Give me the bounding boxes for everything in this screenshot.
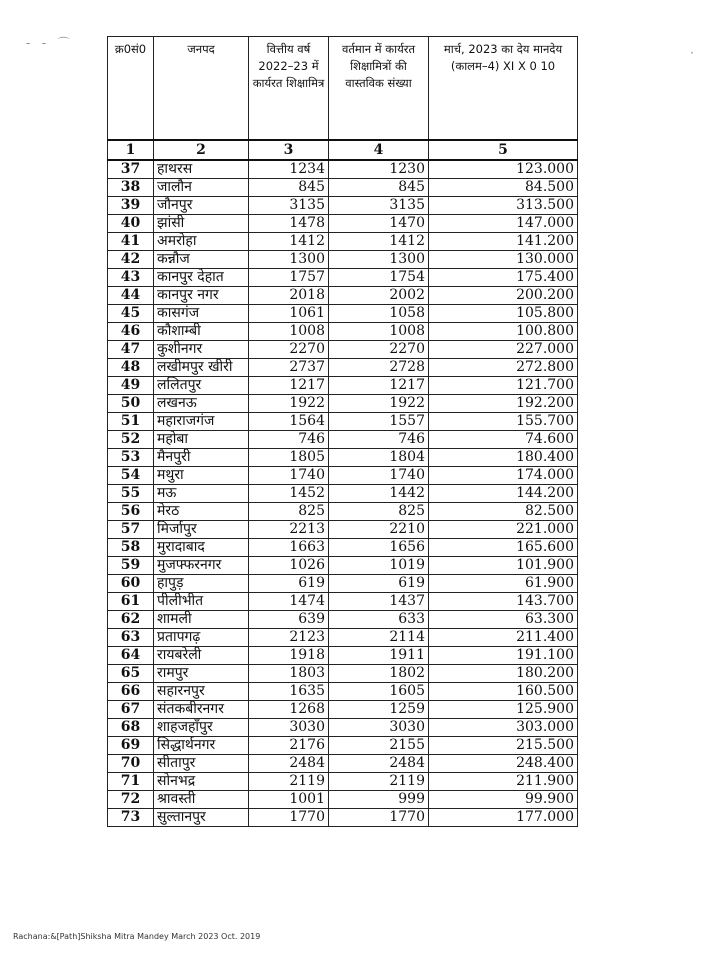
table-row: [108, 269, 578, 287]
table-row: [108, 539, 578, 557]
footer-path: Rachana:&[Path]Shiksha Mitra Mandey March 2023 Oct. 2019: [13, 932, 261, 941]
current-count-cell: 1922: [329, 395, 429, 413]
fy-count-cell: 1663: [249, 539, 329, 557]
column-number: 3: [249, 140, 329, 160]
serial-number-cell: 52: [108, 431, 154, 449]
fy-count-cell: 1300: [249, 251, 329, 269]
serial-number-cell: 46: [108, 323, 154, 341]
current-count-cell: 2484: [329, 755, 429, 773]
current-count-cell: 1770: [329, 809, 429, 827]
honorarium-cell: 165.600: [429, 539, 578, 557]
table-row: [108, 773, 578, 791]
serial-number-cell: 47: [108, 341, 154, 359]
district-cell: कानपुर नगर: [154, 287, 249, 305]
fy-count-cell: 639: [249, 611, 329, 629]
serial-number-cell: 54: [108, 467, 154, 485]
district-cell: महाराजगंज: [154, 413, 249, 431]
serial-number-cell: 67: [108, 701, 154, 719]
fy-count-cell: 1412: [249, 233, 329, 251]
honorarium-cell: 84.500: [429, 179, 578, 197]
current-count-cell: 1230: [329, 160, 429, 179]
serial-number-cell: 48: [108, 359, 154, 377]
serial-number-cell: 39: [108, 197, 154, 215]
district-cell: हापुड़: [154, 575, 249, 593]
honorarium-cell: 177.000: [429, 809, 578, 827]
serial-number-cell: 58: [108, 539, 154, 557]
table-row: [108, 521, 578, 539]
district-cell: कासगंज: [154, 305, 249, 323]
honorarium-cell: 105.800: [429, 305, 578, 323]
serial-number-cell: 50: [108, 395, 154, 413]
fy-count-cell: 2123: [249, 629, 329, 647]
district-cell: लखनऊ: [154, 395, 249, 413]
district-cell: श्रावस्ती: [154, 791, 249, 809]
honorarium-cell: 211.900: [429, 773, 578, 791]
table-row: [108, 611, 578, 629]
current-count-cell: 1656: [329, 539, 429, 557]
current-count-cell: 2270: [329, 341, 429, 359]
header-honorarium: मार्च, 2023 का देय मानदेय (कालम–4) XI X 0 10: [429, 37, 578, 141]
honorarium-cell: 144.200: [429, 485, 578, 503]
table-row: [108, 647, 578, 665]
honorarium-cell: 160.500: [429, 683, 578, 701]
serial-number-cell: 55: [108, 485, 154, 503]
current-count-cell: 3135: [329, 197, 429, 215]
current-count-cell: 2728: [329, 359, 429, 377]
current-count-cell: 1754: [329, 269, 429, 287]
serial-number-cell: 57: [108, 521, 154, 539]
district-cell: कन्नौज: [154, 251, 249, 269]
fy-count-cell: 1001: [249, 791, 329, 809]
honorarium-cell: 130.000: [429, 251, 578, 269]
table-row: [108, 179, 578, 197]
honorarium-cell: 61.900: [429, 575, 578, 593]
honorarium-cell: 175.400: [429, 269, 578, 287]
honorarium-cell: 303.000: [429, 719, 578, 737]
table-row: [108, 449, 578, 467]
district-cell: सुल्तानपुर: [154, 809, 249, 827]
serial-number-cell: 49: [108, 377, 154, 395]
current-count-cell: 1412: [329, 233, 429, 251]
fy-count-cell: 1770: [249, 809, 329, 827]
table-row: [108, 197, 578, 215]
honorarium-cell: 121.700: [429, 377, 578, 395]
honorarium-cell: 63.300: [429, 611, 578, 629]
serial-number-cell: 63: [108, 629, 154, 647]
district-cell: कुशीनगर: [154, 341, 249, 359]
district-cell: रामपुर: [154, 665, 249, 683]
current-count-cell: 1740: [329, 467, 429, 485]
fy-count-cell: 619: [249, 575, 329, 593]
current-count-cell: 2002: [329, 287, 429, 305]
current-count-cell: 1605: [329, 683, 429, 701]
table-row: [108, 305, 578, 323]
honorarium-cell: 143.700: [429, 593, 578, 611]
district-cell: मुरादाबाद: [154, 539, 249, 557]
honorarium-cell: 191.100: [429, 647, 578, 665]
current-count-cell: 3030: [329, 719, 429, 737]
honorarium-cell: 101.900: [429, 557, 578, 575]
district-cell: शाहजहाँपुर: [154, 719, 249, 737]
current-count-cell: 1300: [329, 251, 429, 269]
current-count-cell: 825: [329, 503, 429, 521]
honorarium-cell: 248.400: [429, 755, 578, 773]
table-row: [108, 395, 578, 413]
district-cell: सीतापुर: [154, 755, 249, 773]
fy-count-cell: 1635: [249, 683, 329, 701]
fy-count-cell: 1740: [249, 467, 329, 485]
table-row: [108, 215, 578, 233]
table-row: [108, 737, 578, 755]
current-count-cell: 2210: [329, 521, 429, 539]
fy-count-cell: 1805: [249, 449, 329, 467]
current-count-cell: 1470: [329, 215, 429, 233]
fy-count-cell: 1061: [249, 305, 329, 323]
table-row: [108, 629, 578, 647]
fy-count-cell: 1234: [249, 160, 329, 179]
current-count-cell: 1058: [329, 305, 429, 323]
district-cell: पीलीभीत: [154, 593, 249, 611]
district-cell: सहारनपुर: [154, 683, 249, 701]
table-row: [108, 251, 578, 269]
table-row: [108, 791, 578, 809]
district-cell: मुजफ्फरनगर: [154, 557, 249, 575]
header-row: [108, 37, 578, 141]
header-current-count: वर्तमान में कार्यरत शिक्षामित्रों की वास्तविक संख्या: [329, 37, 429, 141]
serial-number-cell: 44: [108, 287, 154, 305]
current-count-cell: 1217: [329, 377, 429, 395]
district-cell: रायबरेली: [154, 647, 249, 665]
serial-number-cell: 43: [108, 269, 154, 287]
serial-number-cell: 64: [108, 647, 154, 665]
table-row: [108, 701, 578, 719]
serial-number-cell: 62: [108, 611, 154, 629]
district-cell: जालौन: [154, 179, 249, 197]
fy-count-cell: 2270: [249, 341, 329, 359]
fy-count-cell: 746: [249, 431, 329, 449]
fy-count-cell: 2018: [249, 287, 329, 305]
fy-count-cell: 1803: [249, 665, 329, 683]
serial-number-cell: 71: [108, 773, 154, 791]
honorarium-cell: 100.800: [429, 323, 578, 341]
table-row: [108, 485, 578, 503]
fy-count-cell: 2119: [249, 773, 329, 791]
fy-count-cell: 2484: [249, 755, 329, 773]
table-row: [108, 467, 578, 485]
district-cell: कानपुर देहात: [154, 269, 249, 287]
scan-mark-left: - - ⌒: [26, 36, 70, 50]
district-cell: लखीमपुर खीरी: [154, 359, 249, 377]
serial-number-cell: 60: [108, 575, 154, 593]
fy-count-cell: 2737: [249, 359, 329, 377]
header-fy-count: वित्तीय वर्ष 2022–23 में कार्यरत शिक्षामित्र: [249, 37, 329, 141]
district-cell: मेरठ: [154, 503, 249, 521]
column-number: 5: [429, 140, 578, 160]
current-count-cell: 1008: [329, 323, 429, 341]
serial-number-cell: 56: [108, 503, 154, 521]
honorarium-cell: 82.500: [429, 503, 578, 521]
honorarium-cell: 192.200: [429, 395, 578, 413]
honorarium-cell: 147.000: [429, 215, 578, 233]
honorarium-cell: 123.000: [429, 160, 578, 179]
district-cell: मिर्जापुर: [154, 521, 249, 539]
serial-number-cell: 59: [108, 557, 154, 575]
table-row: [108, 160, 578, 179]
district-cell: सोनभद्र: [154, 773, 249, 791]
current-count-cell: 746: [329, 431, 429, 449]
serial-number-cell: 38: [108, 179, 154, 197]
serial-number-cell: 42: [108, 251, 154, 269]
honorarium-cell: 200.200: [429, 287, 578, 305]
current-count-cell: 2119: [329, 773, 429, 791]
fy-count-cell: 1918: [249, 647, 329, 665]
honorarium-cell: 180.400: [429, 449, 578, 467]
fy-count-cell: 2213: [249, 521, 329, 539]
current-count-cell: 1259: [329, 701, 429, 719]
table-row: [108, 341, 578, 359]
serial-number-cell: 37: [108, 160, 154, 179]
district-cell: कौशाम्बी: [154, 323, 249, 341]
district-cell: मैनपुरी: [154, 449, 249, 467]
current-count-cell: 1911: [329, 647, 429, 665]
district-cell: जौनपुर: [154, 197, 249, 215]
column-number: 2: [154, 140, 249, 160]
honorarium-cell: 141.200: [429, 233, 578, 251]
fy-count-cell: 1478: [249, 215, 329, 233]
district-cell: संतकबीरनगर: [154, 701, 249, 719]
honorarium-cell: 99.900: [429, 791, 578, 809]
current-count-cell: 2155: [329, 737, 429, 755]
table-row: [108, 323, 578, 341]
honorarium-cell: 272.800: [429, 359, 578, 377]
table-row: [108, 593, 578, 611]
fy-count-cell: 1922: [249, 395, 329, 413]
serial-number-cell: 66: [108, 683, 154, 701]
table-body: [108, 160, 578, 827]
fy-count-cell: 845: [249, 179, 329, 197]
fy-count-cell: 1268: [249, 701, 329, 719]
column-number: 4: [329, 140, 429, 160]
serial-number-cell: 40: [108, 215, 154, 233]
honorarium-table: [107, 36, 578, 827]
fy-count-cell: 3135: [249, 197, 329, 215]
column-number: 1: [108, 140, 154, 160]
honorarium-cell: 221.000: [429, 521, 578, 539]
serial-number-cell: 41: [108, 233, 154, 251]
current-count-cell: 1804: [329, 449, 429, 467]
honorarium-cell: 227.000: [429, 341, 578, 359]
header-serial-number: क्र0सं0: [108, 37, 154, 141]
current-count-cell: 845: [329, 179, 429, 197]
serial-number-cell: 51: [108, 413, 154, 431]
table-row: [108, 413, 578, 431]
district-cell: झांसी: [154, 215, 249, 233]
district-cell: शामली: [154, 611, 249, 629]
honorarium-cell: 313.500: [429, 197, 578, 215]
serial-number-cell: 72: [108, 791, 154, 809]
serial-number-cell: 69: [108, 737, 154, 755]
current-count-cell: 633: [329, 611, 429, 629]
honorarium-cell: 180.200: [429, 665, 578, 683]
current-count-cell: 1557: [329, 413, 429, 431]
honorarium-cell: 155.700: [429, 413, 578, 431]
serial-number-cell: 45: [108, 305, 154, 323]
honorarium-cell: 174.000: [429, 467, 578, 485]
fy-count-cell: 1008: [249, 323, 329, 341]
district-cell: प्रतापगढ़: [154, 629, 249, 647]
current-count-cell: 1437: [329, 593, 429, 611]
table-row: [108, 287, 578, 305]
serial-number-cell: 53: [108, 449, 154, 467]
header-district: जनपद: [154, 37, 249, 141]
honorarium-cell: 125.900: [429, 701, 578, 719]
fy-count-cell: 1757: [249, 269, 329, 287]
current-count-cell: 1019: [329, 557, 429, 575]
honorarium-cell: 74.600: [429, 431, 578, 449]
table-row: [108, 755, 578, 773]
table-row: [108, 503, 578, 521]
district-cell: अमरोहा: [154, 233, 249, 251]
current-count-cell: 999: [329, 791, 429, 809]
serial-number-cell: 65: [108, 665, 154, 683]
serial-number-cell: 73: [108, 809, 154, 827]
current-count-cell: 619: [329, 575, 429, 593]
current-count-cell: 1802: [329, 665, 429, 683]
fy-count-cell: 2176: [249, 737, 329, 755]
fy-count-cell: 3030: [249, 719, 329, 737]
table-row: [108, 719, 578, 737]
fy-count-cell: 825: [249, 503, 329, 521]
fy-count-cell: 1026: [249, 557, 329, 575]
table-row: [108, 575, 578, 593]
current-count-cell: 1442: [329, 485, 429, 503]
fy-count-cell: 1474: [249, 593, 329, 611]
scan-mark-right: ·: [690, 46, 694, 60]
serial-number-cell: 61: [108, 593, 154, 611]
serial-number-cell: 70: [108, 755, 154, 773]
serial-number-cell: 68: [108, 719, 154, 737]
district-cell: ललितपुर: [154, 377, 249, 395]
table-row: [108, 233, 578, 251]
table-row: [108, 431, 578, 449]
table-row: [108, 359, 578, 377]
district-cell: हाथरस: [154, 160, 249, 179]
district-cell: मऊ: [154, 485, 249, 503]
fy-count-cell: 1564: [249, 413, 329, 431]
table-row: [108, 557, 578, 575]
honorarium-cell: 211.400: [429, 629, 578, 647]
fy-count-cell: 1452: [249, 485, 329, 503]
district-cell: मथुरा: [154, 467, 249, 485]
column-number-row: [108, 140, 578, 160]
table-row: [108, 809, 578, 827]
table-row: [108, 665, 578, 683]
fy-count-cell: 1217: [249, 377, 329, 395]
district-cell: महोबा: [154, 431, 249, 449]
honorarium-cell: 215.500: [429, 737, 578, 755]
table-row: [108, 377, 578, 395]
table-row: [108, 683, 578, 701]
current-count-cell: 2114: [329, 629, 429, 647]
district-cell: सिद्धार्थनगर: [154, 737, 249, 755]
